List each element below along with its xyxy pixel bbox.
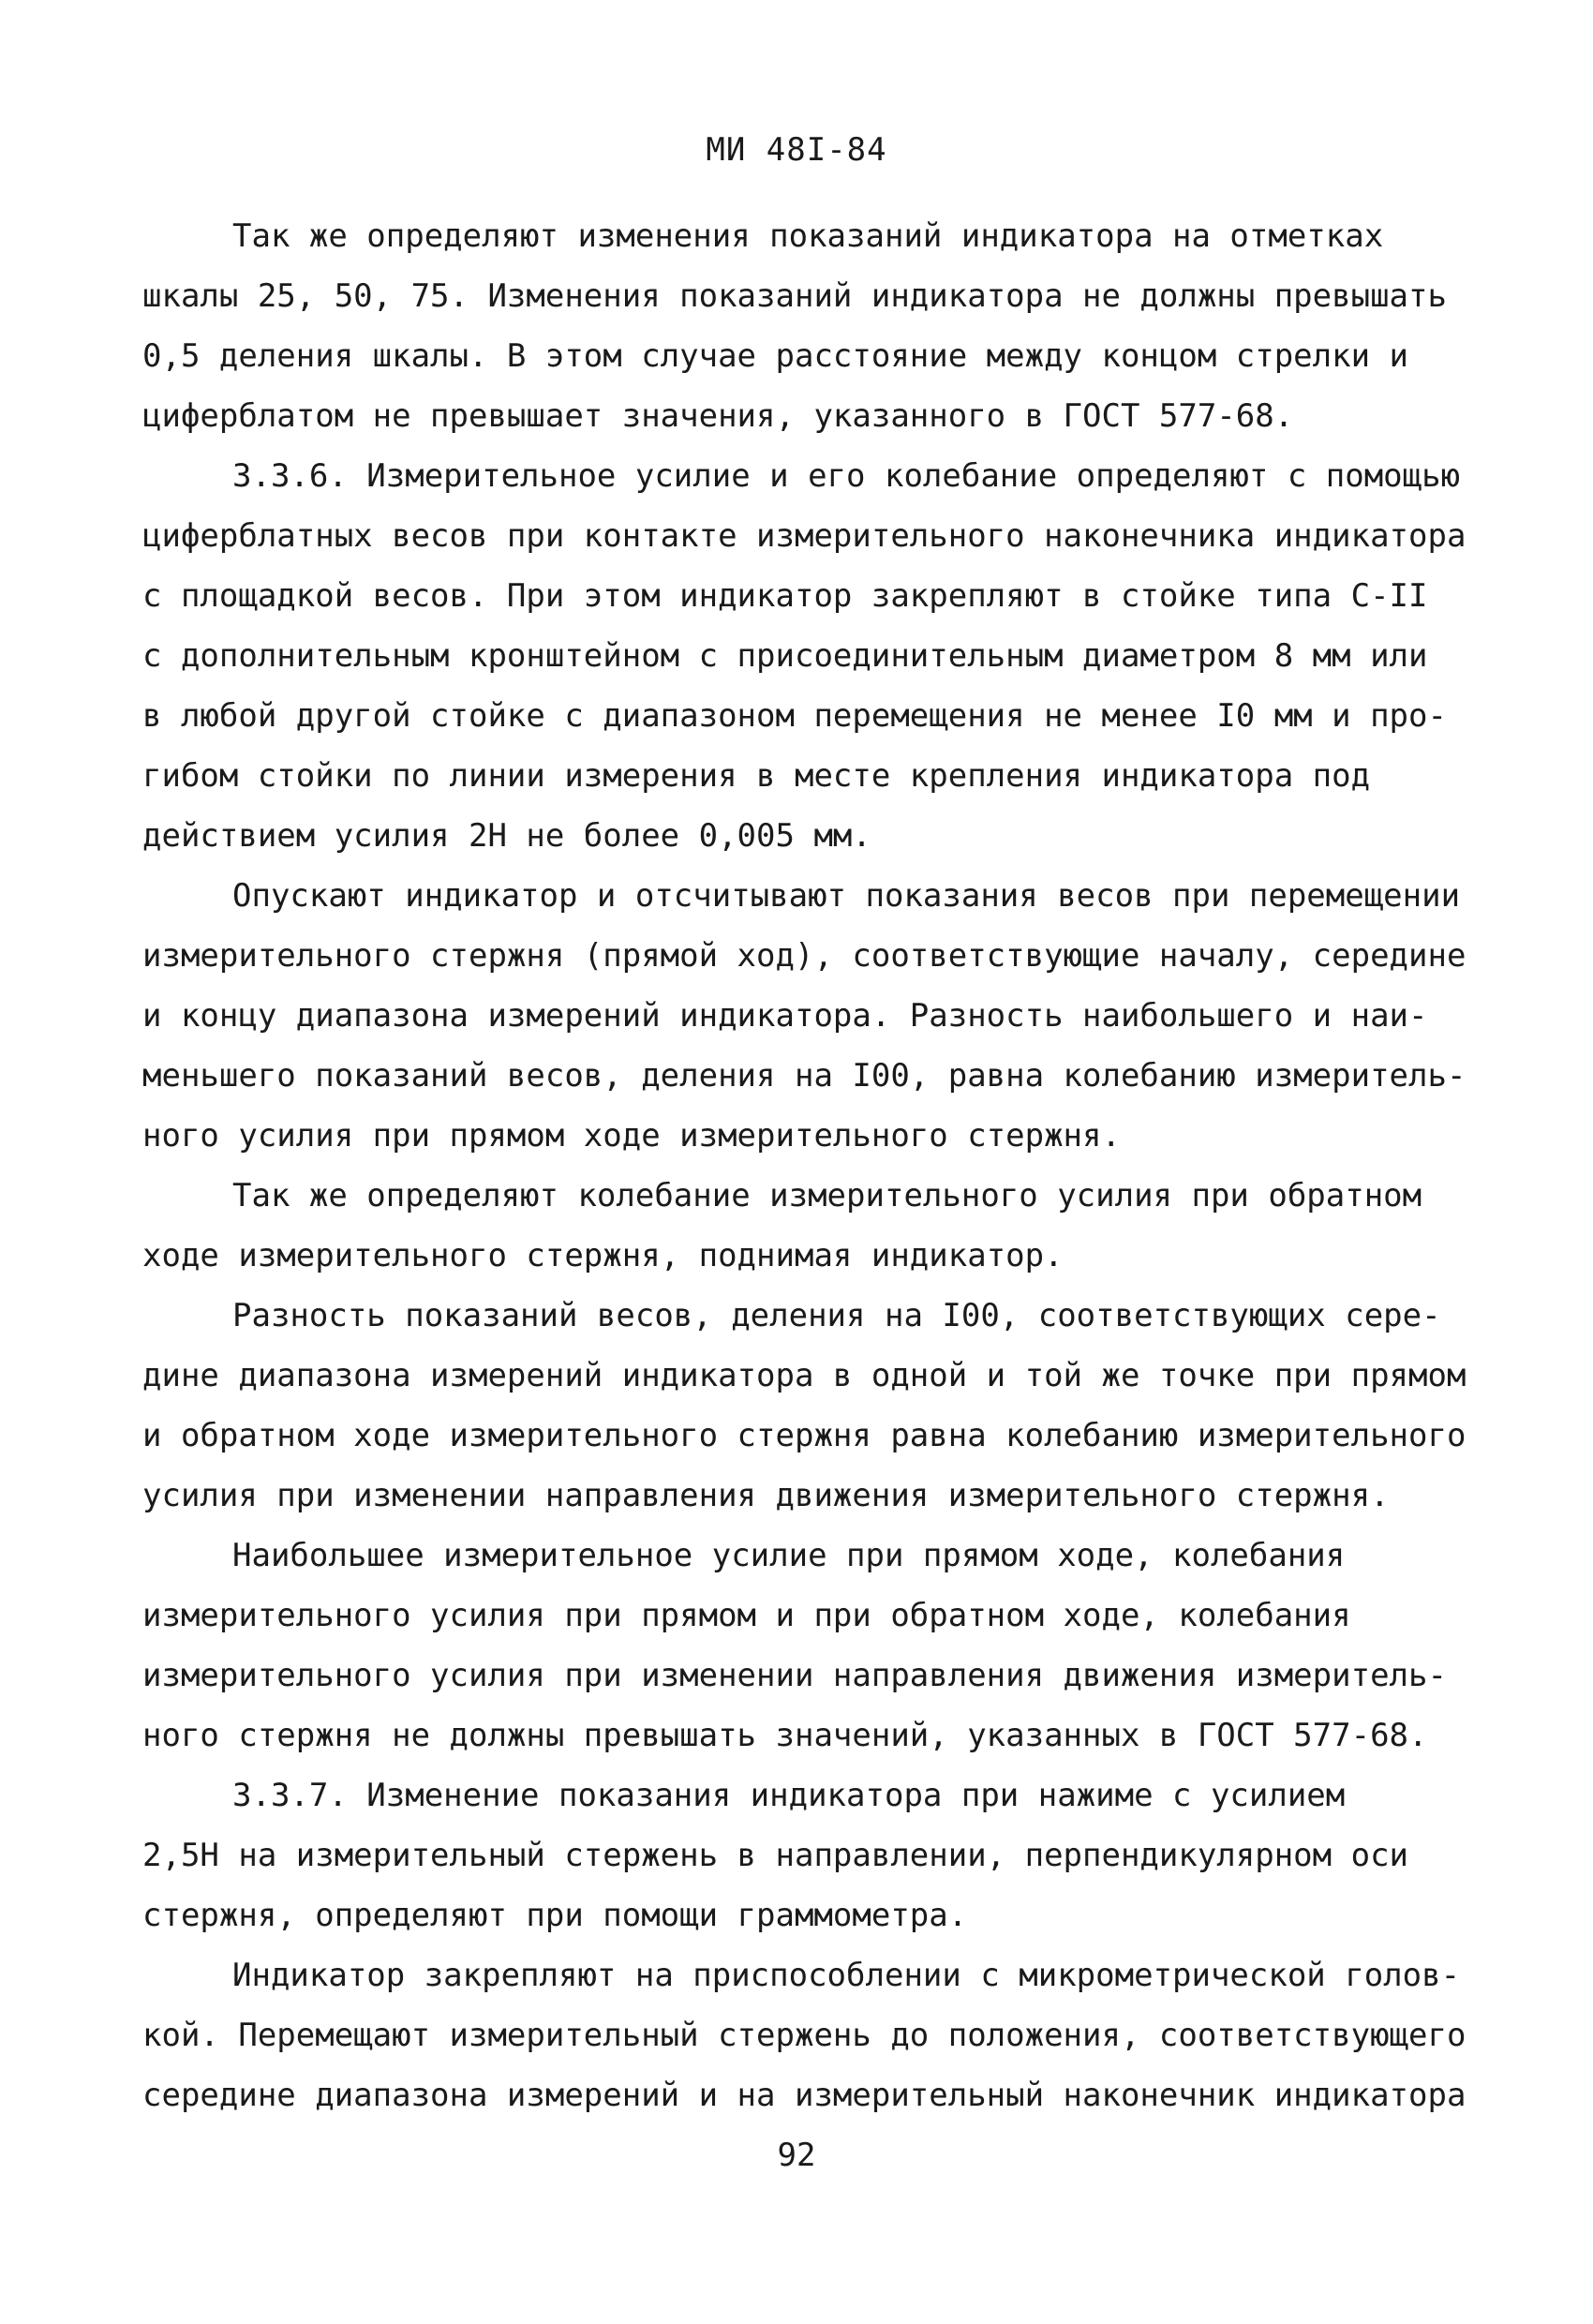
text-line: дине диапазона измерений индикатора в одной и той же точке при прямом xyxy=(142,1357,1466,1394)
text-line: измерительного усилия при прямом и при обратном ходе, колебания xyxy=(142,1597,1351,1634)
text-line: и концу диапазона измерений индикатора. Разность наибольшего и наи- xyxy=(142,997,1428,1035)
text-line: Опускают индикатор и отсчитывают показания весов при перемещении xyxy=(232,877,1461,915)
body-text xyxy=(142,206,1482,2125)
text-line: усилия при изменении направления движения измерительного стержня. xyxy=(142,1477,1390,1514)
text-line: и обратном ходе измерительного стержня равна колебанию измерительного xyxy=(142,1417,1466,1454)
text-line: с дополнительным кронштейном с присоединительным диаметром 8 мм или xyxy=(142,637,1428,675)
text-line: Так же определяют изменения показаний индикатора на отметках xyxy=(232,217,1384,255)
document-code-header: МИ 48I-84 xyxy=(706,131,887,169)
text-line: шкалы 25, 50, 75. Изменения показаний индикатора не должны превышать xyxy=(142,277,1447,315)
text-line: меньшего показаний весов, деления на I00, равна колебанию измеритель- xyxy=(142,1057,1466,1095)
text-line: ного стержня не должны превышать значений, указанных в ГОСТ 577-68. xyxy=(142,1717,1428,1754)
text-line: циферблатом не превышает значения, указанного в ГОСТ 577-68. xyxy=(142,397,1294,435)
text-line: Так же определяют колебание измерительного усилия при обратном xyxy=(232,1177,1422,1214)
text-line: 2,5Н на измерительный стержень в направлении, перпендикулярном оси xyxy=(142,1837,1409,1874)
page-number: 92 xyxy=(777,2137,816,2174)
text-line: Разность показаний весов, деления на I00, соответствующих сере- xyxy=(232,1297,1441,1334)
text-line: ного усилия при прямом ходе измерительного стержня. xyxy=(142,1117,1121,1155)
text-line: в любой другой стойке с диапазоном перемещения не менее I0 мм и про- xyxy=(142,697,1447,735)
text-line: стержня, определяют при помощи граммометра. xyxy=(142,1897,968,1934)
text-line: Наибольшее измерительное усилие при прямом ходе, колебания xyxy=(232,1537,1346,1574)
text-line: действием усилия 2Н не более 0,005 мм. xyxy=(142,817,871,855)
text-line: середине диапазона измерений и на измерительный наконечник индикатора xyxy=(142,2077,1466,2114)
text-line: с площадкой весов. При этом индикатор закрепляют в стойке типа С-II xyxy=(142,577,1428,615)
text-line: гибом стойки по линии измерения в месте крепления индикатора под xyxy=(142,757,1371,795)
text-line: Индикатор закрепляют на приспособлении с микрометрической голов- xyxy=(232,1957,1461,1994)
text-line: измерительного стержня (прямой ход), соответствующие началу, середине xyxy=(142,937,1466,975)
text-line: ходе измерительного стержня, поднимая индикатор. xyxy=(142,1237,1064,1274)
text-line: 3.3.7. Изменение показания индикатора при нажиме с усилием xyxy=(232,1777,1346,1814)
text-line: кой. Перемещают измерительный стержень до положения, соответствующего xyxy=(142,2017,1466,2054)
text-line: 0,5 деления шкалы. В этом случае расстояние между концом стрелки и xyxy=(142,337,1409,375)
text-line: 3.3.6. Измерительное усилие и его колебание определяют с помощью xyxy=(232,457,1461,495)
text-line: циферблатных весов при контакте измерительного наконечника индикатора xyxy=(142,517,1466,555)
text-line: измерительного усилия при изменении направления движения измеритель- xyxy=(142,1657,1447,1694)
